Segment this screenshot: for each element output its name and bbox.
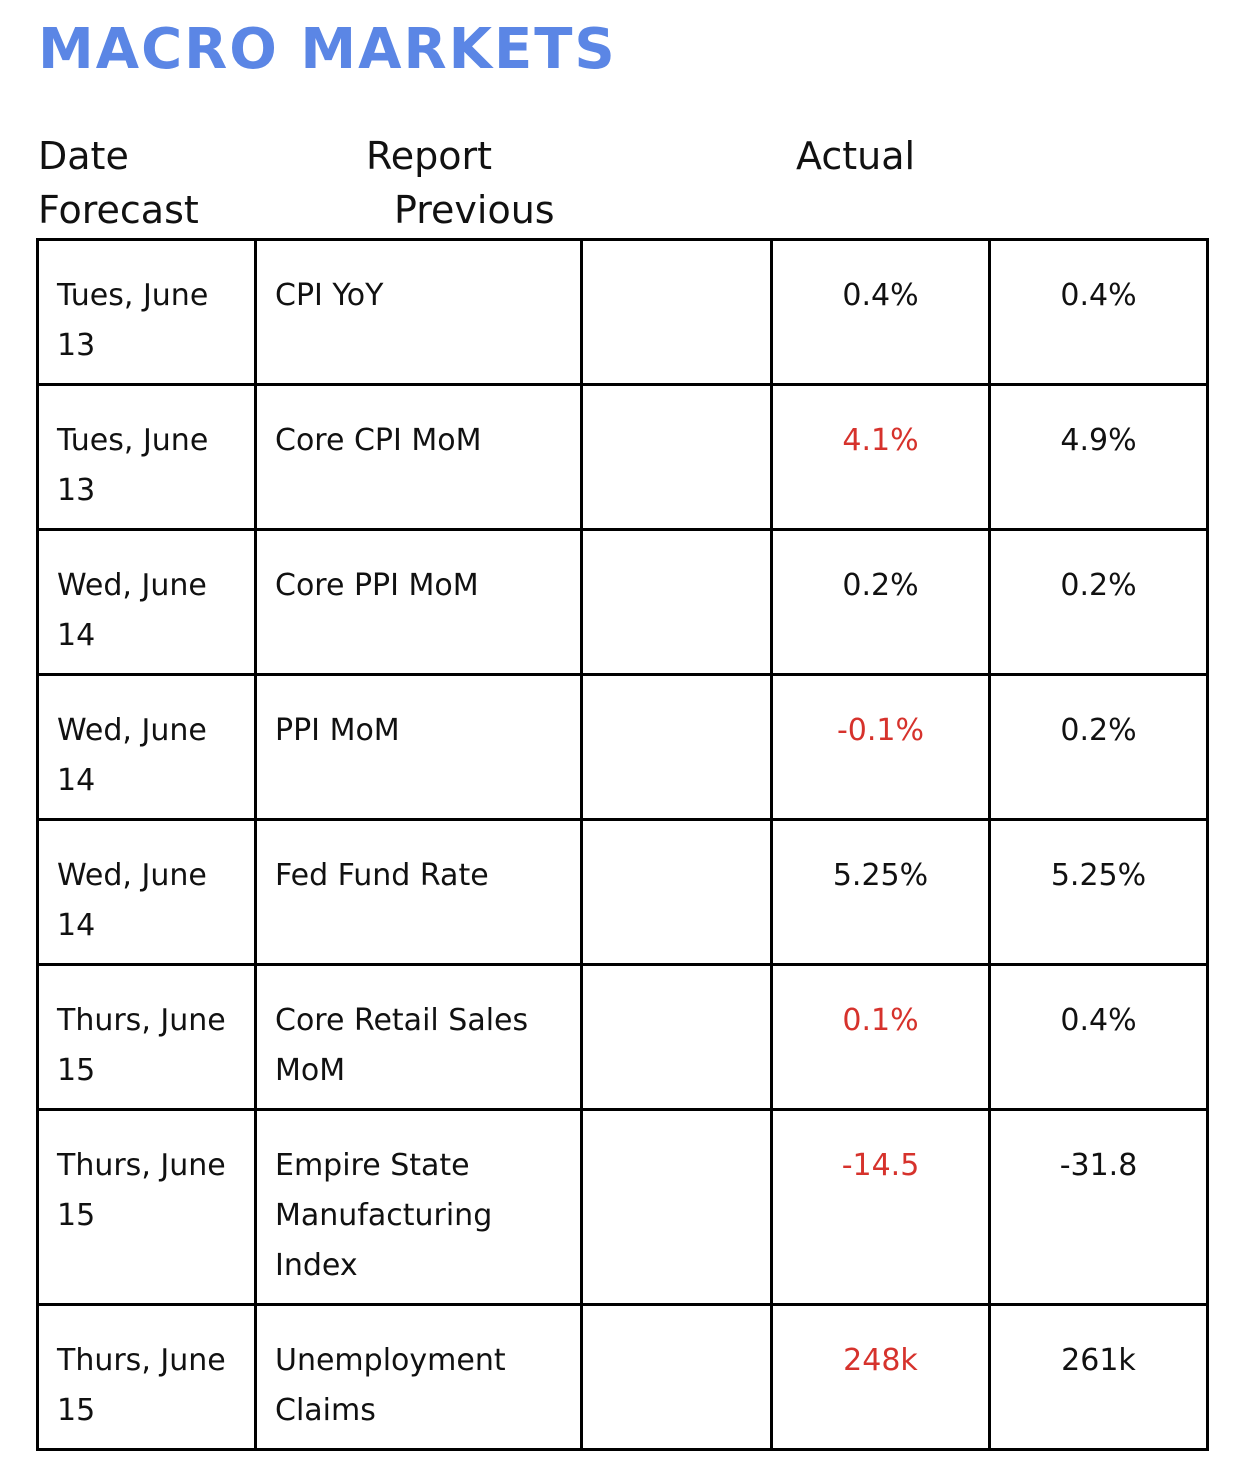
date-cell: Tues, June 13	[38, 240, 256, 385]
empty-cell	[582, 820, 772, 965]
forecast-cell: 248k	[772, 1305, 990, 1450]
table-row	[38, 385, 1208, 530]
previous-cell: -31.8	[990, 1110, 1208, 1305]
previous-cell: 0.2%	[990, 675, 1208, 820]
forecast-cell: 4.1%	[772, 385, 990, 530]
table-row	[38, 820, 1208, 965]
previous-cell: 5.25%	[990, 820, 1208, 965]
forecast-cell: 0.1%	[772, 965, 990, 1110]
header-report: Report	[366, 134, 492, 178]
header-actual: Actual	[796, 134, 916, 178]
previous-cell: 261k	[990, 1305, 1208, 1450]
previous-cell: 0.4%	[990, 240, 1208, 385]
empty-cell	[582, 675, 772, 820]
table-row	[38, 530, 1208, 675]
empty-cell	[582, 965, 772, 1110]
empty-cell	[582, 1305, 772, 1450]
date-cell: Thurs, June 15	[38, 1110, 256, 1305]
table-row	[38, 240, 1208, 385]
report-cell: Core Retail Sales MoM	[256, 965, 582, 1110]
report-cell: Core PPI MoM	[256, 530, 582, 675]
report-cell: PPI MoM	[256, 675, 582, 820]
forecast-cell: 0.4%	[772, 240, 990, 385]
table-row	[38, 965, 1208, 1110]
date-cell: Tues, June 13	[38, 385, 256, 530]
report-cell: Unemployment Claims	[256, 1305, 582, 1450]
report-cell: Fed Fund Rate	[256, 820, 582, 965]
empty-cell	[582, 1110, 772, 1305]
forecast-cell: -14.5	[772, 1110, 990, 1305]
table-row	[38, 1305, 1208, 1450]
date-cell: Wed, June 14	[38, 820, 256, 965]
report-cell: CPI YoY	[256, 240, 582, 385]
previous-cell: 4.9%	[990, 385, 1208, 530]
empty-cell	[582, 240, 772, 385]
report-cell: Empire State Manufacturing Index	[256, 1110, 582, 1305]
date-cell: Wed, June 14	[38, 530, 256, 675]
table-row	[38, 1110, 1208, 1305]
forecast-cell: 5.25%	[772, 820, 990, 965]
date-cell: Thurs, June 15	[38, 965, 256, 1110]
header-previous: Previous	[394, 188, 555, 232]
previous-cell: 0.4%	[990, 965, 1208, 1110]
empty-cell	[582, 530, 772, 675]
forecast-cell: 0.2%	[772, 530, 990, 675]
date-cell: Wed, June 14	[38, 675, 256, 820]
header-forecast: Forecast	[38, 188, 199, 232]
empty-cell	[582, 385, 772, 530]
table-row	[38, 675, 1208, 820]
macro-calendar-table	[36, 238, 1209, 1451]
report-cell: Core CPI MoM	[256, 385, 582, 530]
date-cell: Thurs, June 15	[38, 1305, 256, 1450]
page-title: MACRO MARKETS	[38, 17, 617, 82]
previous-cell: 0.2%	[990, 530, 1208, 675]
header-date: Date	[38, 134, 129, 178]
forecast-cell: -0.1%	[772, 675, 990, 820]
